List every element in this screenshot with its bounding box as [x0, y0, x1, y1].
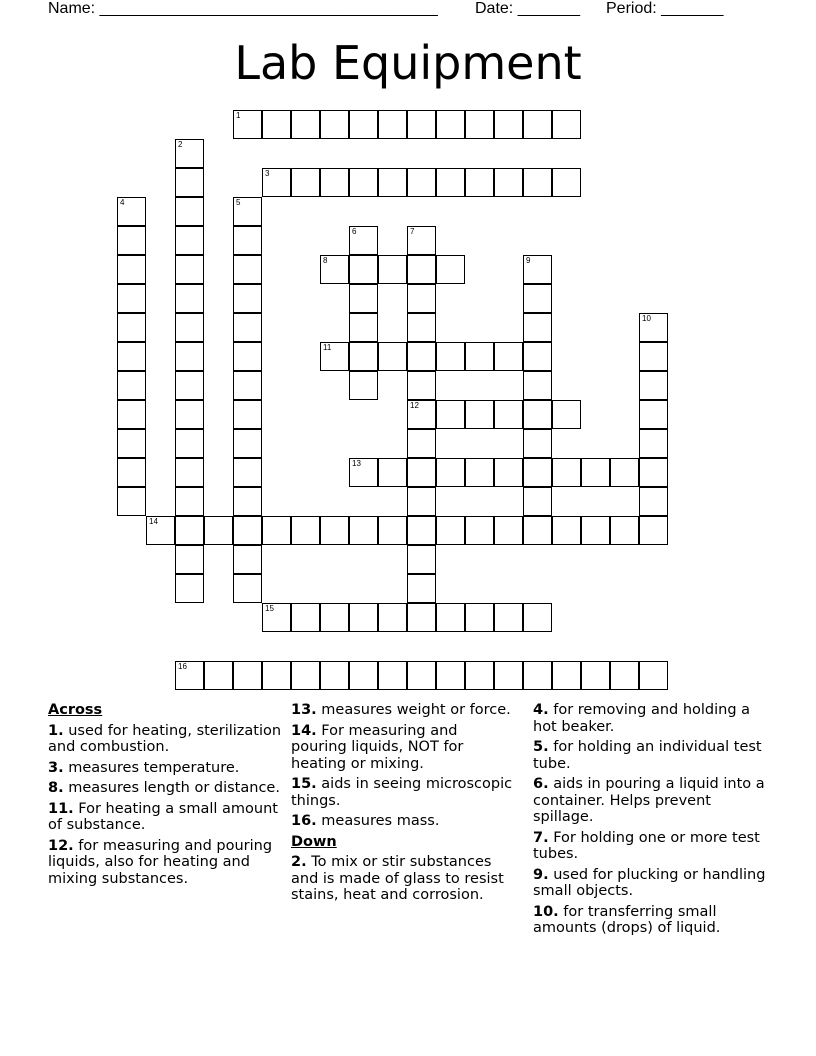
grid-cell[interactable] [320, 603, 349, 632]
clue-across-14 [291, 723, 513, 773]
grid-cell[interactable] [436, 400, 465, 429]
grid-cell[interactable] [320, 110, 349, 139]
grid-cell[interactable] [349, 168, 378, 197]
grid-cell[interactable] [494, 661, 523, 690]
clue-across-11 [48, 801, 284, 834]
grid-cell[interactable] [175, 226, 204, 255]
grid-cell[interactable] [233, 487, 262, 516]
period-field[interactable]: Period: _______ [606, 0, 724, 17]
grid-cell[interactable] [407, 516, 436, 545]
grid-cell[interactable] [523, 342, 552, 371]
grid-cell[interactable] [117, 400, 146, 429]
grid-cell[interactable] [233, 545, 262, 574]
grid-cell[interactable] [175, 168, 204, 197]
grid-cell[interactable] [349, 342, 378, 371]
page-title: Lab Equipment [234, 36, 582, 90]
grid-cell[interactable] [523, 371, 552, 400]
clue-text: for measuring and pouring liquids, also for heating and mixing substances. [48, 837, 273, 887]
grid-cell[interactable] [349, 284, 378, 313]
grid-cell[interactable] [262, 168, 291, 197]
clue-number: 1. [48, 722, 64, 739]
clue-text: for removing and holding a hot beaker. [533, 702, 751, 735]
grid-cell[interactable] [117, 371, 146, 400]
grid-cell[interactable] [407, 661, 436, 690]
clue-text: For measuring and pouring liquids, NOT for heating or mixing. [291, 722, 464, 772]
clue-text: aids in pouring a liquid into a container. Helps prevent spillage. [533, 776, 765, 825]
clue-number: 6. [533, 776, 549, 792]
grid-cell[interactable] [262, 603, 291, 632]
grid-cell[interactable] [407, 168, 436, 197]
clue-down-10 [533, 904, 773, 937]
clue-number-label: 14 [149, 517, 158, 526]
grid-cell[interactable] [378, 168, 407, 197]
grid-cell[interactable] [320, 342, 349, 371]
grid-cell[interactable] [436, 110, 465, 139]
grid-cell[interactable] [523, 255, 552, 284]
grid-cell[interactable] [378, 110, 407, 139]
grid-cell[interactable] [494, 110, 523, 139]
grid-cell[interactable] [407, 487, 436, 516]
grid-cell[interactable] [233, 661, 262, 690]
grid-cell[interactable] [552, 110, 581, 139]
grid-cell[interactable] [291, 168, 320, 197]
clue-text: For heating a small amount of substance. [48, 800, 278, 833]
grid-cell[interactable] [465, 661, 494, 690]
grid-cell[interactable] [204, 516, 233, 545]
grid-cell[interactable] [552, 458, 581, 487]
grid-cell[interactable] [233, 429, 262, 458]
grid-cell[interactable] [494, 516, 523, 545]
grid-cell[interactable] [233, 197, 262, 226]
grid-cell[interactable] [349, 255, 378, 284]
grid-cell[interactable] [117, 197, 146, 226]
clue-number-label: 8 [323, 256, 328, 265]
grid-cell[interactable] [436, 255, 465, 284]
grid-cell[interactable] [175, 429, 204, 458]
grid-cell[interactable] [349, 603, 378, 632]
grid-cell[interactable] [175, 400, 204, 429]
grid-cell[interactable] [175, 487, 204, 516]
grid-cell[interactable] [378, 516, 407, 545]
grid-cell[interactable] [523, 487, 552, 516]
grid-cell[interactable] [407, 371, 436, 400]
grid-cell[interactable] [523, 429, 552, 458]
grid-cell[interactable] [523, 313, 552, 342]
grid-cell[interactable] [291, 110, 320, 139]
grid-cell[interactable] [233, 400, 262, 429]
grid-cell[interactable] [610, 516, 639, 545]
clue-number: 5. [533, 739, 549, 755]
grid-cell[interactable] [407, 226, 436, 255]
clue-number-label: 9 [526, 256, 531, 265]
grid-cell[interactable] [175, 661, 204, 690]
grid-cell[interactable] [233, 255, 262, 284]
grid-cell[interactable] [494, 458, 523, 487]
grid-cell[interactable] [465, 168, 494, 197]
grid-cell[interactable] [204, 661, 233, 690]
grid-cell[interactable] [291, 603, 320, 632]
grid-cell[interactable] [320, 255, 349, 284]
grid-cell[interactable] [407, 429, 436, 458]
grid-cell[interactable] [639, 400, 668, 429]
grid-cell[interactable] [349, 371, 378, 400]
grid-cell[interactable] [349, 313, 378, 342]
clue-number: 7. [533, 829, 549, 846]
clue-number: 10. [533, 903, 559, 920]
grid-cell[interactable] [523, 400, 552, 429]
clue-across-1 [48, 723, 284, 756]
grid-cell[interactable] [639, 661, 668, 690]
grid-cell[interactable] [407, 458, 436, 487]
grid-cell[interactable] [349, 110, 378, 139]
grid-cell[interactable] [175, 516, 204, 545]
clue-across-15 [291, 776, 513, 809]
date-field[interactable]: Date: _______ [475, 0, 580, 17]
grid-cell[interactable] [233, 516, 262, 545]
grid-cell[interactable] [436, 661, 465, 690]
clue-column-1 [48, 702, 284, 891]
clue-down-9 [533, 867, 773, 900]
down-heading: Down [291, 833, 337, 850]
grid-cell[interactable] [349, 458, 378, 487]
grid-cell[interactable] [465, 400, 494, 429]
grid-cell[interactable] [175, 197, 204, 226]
grid-cell[interactable] [378, 661, 407, 690]
grid-cell[interactable] [639, 487, 668, 516]
grid-cell[interactable] [523, 168, 552, 197]
grid-cell[interactable] [233, 574, 262, 603]
grid-cell[interactable] [407, 574, 436, 603]
grid-cell[interactable] [175, 313, 204, 342]
grid-cell[interactable] [117, 313, 146, 342]
across-heading: Across [48, 702, 103, 718]
grid-cell[interactable] [117, 429, 146, 458]
grid-cell[interactable] [581, 661, 610, 690]
clue-text: for holding an individual test tube. [533, 739, 762, 772]
clue-down-6 [533, 776, 773, 826]
grid-cell[interactable] [523, 110, 552, 139]
grid-cell[interactable] [436, 168, 465, 197]
clue-number: 8. [48, 780, 64, 796]
grid-cell[interactable] [175, 574, 204, 603]
clue-across-12 [48, 838, 284, 888]
grid-cell[interactable] [407, 342, 436, 371]
grid-cell[interactable] [117, 255, 146, 284]
grid-cell[interactable] [465, 110, 494, 139]
clue-text: measures mass. [321, 813, 440, 829]
clue-column-2 [291, 702, 513, 908]
clue-number-label: 16 [178, 662, 187, 671]
clue-text: measures length or distance. [68, 780, 280, 796]
grid-cell[interactable] [175, 284, 204, 313]
clue-number: 13. [291, 702, 317, 718]
grid-cell[interactable] [552, 516, 581, 545]
clue-number: 12. [48, 837, 74, 854]
grid-cell[interactable] [349, 516, 378, 545]
grid-cell[interactable] [117, 458, 146, 487]
clue-number-label: 7 [410, 227, 415, 236]
grid-cell[interactable] [581, 516, 610, 545]
grid-cell[interactable] [610, 458, 639, 487]
clue-text: aids in seeing microscopic things. [291, 776, 513, 809]
grid-cell[interactable] [262, 516, 291, 545]
grid-cell[interactable] [436, 458, 465, 487]
grid-cell[interactable] [262, 110, 291, 139]
grid-cell[interactable] [291, 661, 320, 690]
grid-cell[interactable] [465, 516, 494, 545]
grid-cell[interactable] [523, 458, 552, 487]
name-field[interactable]: Name: ______________________________________ [48, 0, 438, 17]
grid-cell[interactable] [349, 661, 378, 690]
grid-cell[interactable] [378, 458, 407, 487]
grid-cell[interactable] [639, 342, 668, 371]
grid-cell[interactable] [523, 603, 552, 632]
grid-cell[interactable] [407, 603, 436, 632]
grid-cell[interactable] [639, 516, 668, 545]
grid-cell[interactable] [465, 603, 494, 632]
grid-cell[interactable] [378, 603, 407, 632]
grid-cell[interactable] [291, 516, 320, 545]
grid-cell[interactable] [494, 342, 523, 371]
clue-down-5 [533, 739, 773, 772]
grid-cell[interactable] [436, 516, 465, 545]
clue-number: 11. [48, 800, 74, 817]
clue-text: for transferring small amounts (drops) of liquid. [533, 903, 721, 936]
clue-number-label: 11 [323, 343, 332, 352]
clue-number-label: 10 [642, 314, 651, 323]
grid-cell[interactable] [639, 371, 668, 400]
grid-cell[interactable] [320, 168, 349, 197]
grid-cell[interactable] [407, 545, 436, 574]
grid-cell[interactable] [117, 284, 146, 313]
grid-cell[interactable] [233, 342, 262, 371]
grid-cell[interactable] [320, 516, 349, 545]
clue-across-8 [48, 780, 284, 797]
grid-cell[interactable] [523, 284, 552, 313]
grid-cell[interactable] [581, 458, 610, 487]
clue-text: For holding one or more test tubes. [533, 829, 760, 862]
grid-cell[interactable] [233, 313, 262, 342]
grid-cell[interactable] [552, 661, 581, 690]
clue-across-16 [291, 813, 513, 830]
clue-number-label: 15 [265, 604, 274, 613]
grid-cell[interactable] [233, 226, 262, 255]
clue-text: measures temperature. [68, 759, 240, 776]
clue-number-label: 3 [265, 169, 270, 178]
clue-number-label: 5 [236, 198, 241, 207]
grid-cell[interactable] [552, 168, 581, 197]
grid-cell[interactable] [175, 545, 204, 574]
grid-cell[interactable] [233, 371, 262, 400]
clue-across-3 [48, 760, 284, 777]
grid-cell[interactable] [610, 661, 639, 690]
clue-across-13 [291, 702, 513, 719]
grid-cell[interactable] [146, 516, 175, 545]
grid-cell[interactable] [639, 458, 668, 487]
grid-cell[interactable] [523, 516, 552, 545]
clue-number-label: 1 [236, 111, 241, 120]
grid-cell[interactable] [465, 342, 494, 371]
grid-cell[interactable] [436, 342, 465, 371]
clue-number: 15. [291, 776, 317, 792]
grid-cell[interactable] [378, 342, 407, 371]
grid-cell[interactable] [378, 255, 407, 284]
clue-text: used for plucking or handling small objects. [533, 866, 766, 899]
grid-cell[interactable] [436, 603, 465, 632]
clue-down-4 [533, 702, 773, 735]
grid-cell[interactable] [175, 342, 204, 371]
grid-cell[interactable] [523, 661, 552, 690]
clue-column-3 [533, 702, 773, 941]
grid-cell[interactable] [262, 661, 291, 690]
clue-down-7 [533, 830, 773, 863]
clue-number-label: 2 [178, 140, 183, 149]
grid-cell[interactable] [639, 429, 668, 458]
grid-cell[interactable] [233, 458, 262, 487]
clue-number: 2. [291, 854, 307, 870]
clue-number-label: 12 [410, 401, 419, 410]
grid-cell[interactable] [233, 284, 262, 313]
clue-number: 3. [48, 759, 64, 776]
grid-cell[interactable] [494, 400, 523, 429]
clue-number: 16. [291, 813, 317, 829]
grid-cell[interactable] [117, 487, 146, 516]
clue-number: 14. [291, 722, 317, 739]
grid-cell[interactable] [639, 313, 668, 342]
grid-cell[interactable] [494, 168, 523, 197]
grid-cell[interactable] [407, 284, 436, 313]
grid-cell[interactable] [175, 255, 204, 284]
clue-number-label: 4 [120, 198, 125, 207]
grid-cell[interactable] [320, 661, 349, 690]
clue-text: measures weight or force. [321, 702, 511, 718]
grid-cell[interactable] [175, 371, 204, 400]
grid-cell[interactable] [233, 110, 262, 139]
grid-cell[interactable] [175, 139, 204, 168]
clue-number-label: 13 [352, 459, 361, 468]
clue-number-label: 6 [352, 227, 357, 236]
grid-cell[interactable] [494, 603, 523, 632]
clue-number: 9. [533, 866, 549, 883]
grid-cell[interactable] [117, 226, 146, 255]
clue-text: To mix or stir substances and is made of glass to resist stains, heat and corrosion. [291, 854, 504, 903]
grid-cell[interactable] [465, 458, 494, 487]
grid-cell[interactable] [407, 255, 436, 284]
grid-cell[interactable] [349, 226, 378, 255]
clue-text: used for heating, sterilization and combustion. [48, 722, 282, 755]
clue-number: 4. [533, 702, 549, 718]
grid-cell[interactable] [175, 458, 204, 487]
grid-cell[interactable] [117, 342, 146, 371]
clue-down-2 [291, 854, 513, 904]
grid-cell[interactable] [407, 313, 436, 342]
grid-cell[interactable] [407, 400, 436, 429]
grid-cell[interactable] [552, 400, 581, 429]
grid-cell[interactable] [407, 110, 436, 139]
